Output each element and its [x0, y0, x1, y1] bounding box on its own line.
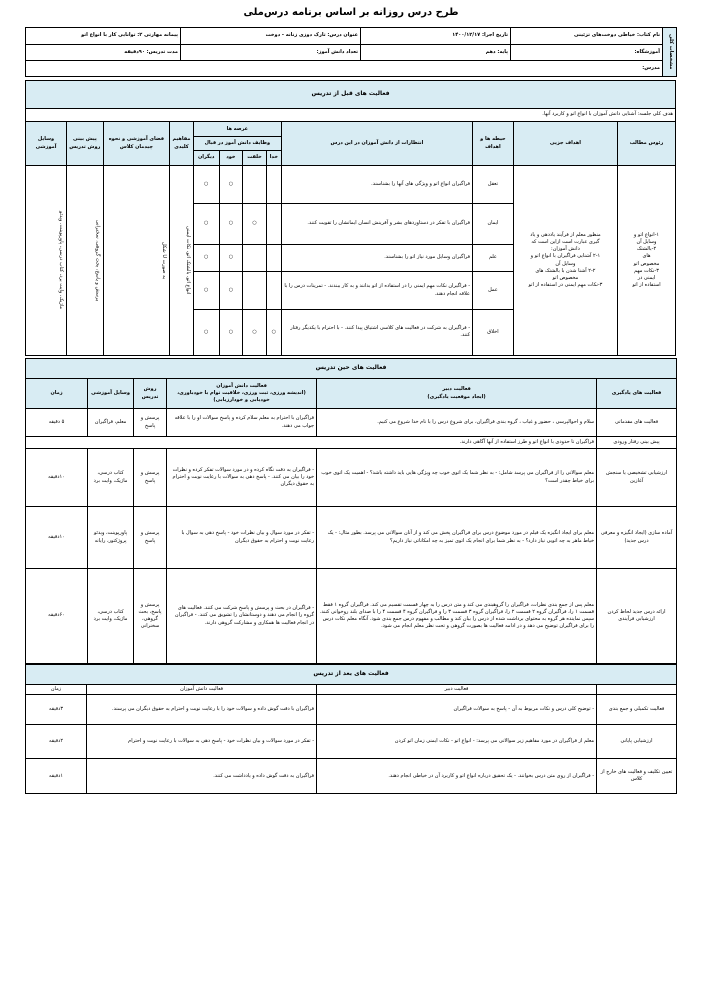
partial-goal-line: ۳-نکات مهم ایمنی در استفاده از اتو: [528, 282, 603, 289]
mark-self: ○: [219, 244, 243, 272]
book-name: نام کتاب: خیاطی دوخت‌های تزئینی: [511, 28, 663, 45]
partial-goal-line: وسایل آن: [555, 260, 576, 267]
partial-goals-cell: [513, 166, 617, 356]
activity-name: ارزشیابی تشخیصی یا سنجش آغازین: [597, 449, 677, 507]
mark-god: [266, 244, 281, 272]
mark-creation: ○: [243, 309, 267, 355]
h-student-activity: فعالیت دانش آموزان: [87, 685, 317, 695]
h-domains: حیطه ها و اهداف: [473, 122, 514, 166]
teacher-activity: - فراگیران از روی متن درس بخوانند. - یک تحقیق درباره انواع اتو و کاربرد آن در خیاطی انجام دهند.: [317, 759, 597, 794]
session-goal: هدف کلی جلسه: آشنایی دانش آموزان با انواع اتو و کاربرد آنها.: [26, 108, 676, 122]
h-others: دیگران: [193, 151, 219, 166]
activity-time: ۱۰دقیقه: [26, 449, 88, 507]
expectation-cell: فراگیران انواع اتو و ویژگی های آنها را بشناسند.: [281, 166, 472, 204]
partial-goal-line: گیری عبارت است ازاین است که: [531, 238, 600, 245]
h-method: روش تدریس: [134, 379, 167, 409]
mark-creation: [243, 244, 267, 272]
student-activity: فراگیران با دقت گوش داده و سوالات خود را با رعایت نوبت و احترام به حقوق دیگران می پرسند.: [87, 695, 317, 725]
student-activity: - فراگیران به دقت نگاه کرده و در مورد سوالات تفکر کرده و نظرات خود را بیان می کنند. - پاسخ دهی به سوالات با رعایت نوبت و احترام به حقوق دیگران: [167, 449, 317, 507]
h-space: فضای آموزشی و نحوه چیدمان کلاس: [103, 122, 170, 166]
h-method: پیش بینی روش تدریس: [67, 122, 104, 166]
teacher-name: مدرس:: [26, 61, 663, 77]
teaching-method: پرسش و پاسخ: [134, 449, 167, 507]
activity-time: ۱دقیقه: [26, 759, 87, 794]
activity-name: فعالیت های مقدماتی: [597, 409, 677, 437]
post-section-title: فعالیت های بعد از تدریس: [26, 665, 677, 685]
activity-name: تعیین تکلیف و فعالیت های خارج از کلاس: [597, 759, 677, 794]
execution-date: تاریخ اجرا: ۱۴۰۰/۱۲/۱۷: [361, 28, 511, 45]
during-teaching-table: [25, 358, 677, 664]
mark-self: ○: [219, 203, 243, 244]
blank-header: [597, 685, 677, 695]
titles-cell: [618, 166, 676, 356]
domain-cell: تعقل: [473, 166, 514, 204]
mark-others: ○: [193, 272, 219, 310]
title-line: ۱-انواع اتو و: [633, 231, 660, 238]
mark-others: ○: [193, 309, 219, 355]
activity-time: ۳دقیقه: [26, 695, 87, 725]
activity-name: فعالیت تکمیلی و جمع بندی: [597, 695, 677, 725]
activity-name: پیش بینی رفتار ورودی: [597, 437, 677, 449]
mark-others: ○: [193, 166, 219, 204]
mark-others: ○: [193, 203, 219, 244]
mark-self: ○: [219, 272, 243, 310]
h-concepts: مفاهیم کلیدی: [170, 122, 194, 166]
expectation-cell: فراگیران وسایل مورد نیاز اتو را بشناسند.: [281, 244, 472, 272]
activity-time: ۱۰دقیقه: [26, 507, 88, 569]
general-specs-table: [25, 27, 677, 77]
student-activity: - تفکر در مورد سوال و بیان نظرات خود - پاسخ دهی به سوال با رعایت نوبت و احترام به حقوق دیگران: [167, 507, 317, 569]
student-activity: فراگیران به دقت گوش داده و یادداشت می کنند.: [87, 759, 317, 794]
h-tools: وسایل آموزشی: [26, 122, 67, 166]
activity-name: آماده سازی (ایجاد انگیزه و معرفی درس جدید): [597, 507, 677, 569]
h-creation: خلقت: [243, 151, 267, 166]
title-line: استفاده از اتو: [632, 282, 661, 289]
activity-name: ارزشیابی پایانی: [597, 725, 677, 759]
partial-goal-line: منظور معلم از فرآیند یاددهی و یاد: [530, 231, 601, 238]
concepts-cell: انواع اتو، بالشتک اتو، نکات ایمنی: [170, 166, 194, 356]
skill-module: پیمانه مهارتی ۲: توانایی کار با انواع اتو: [26, 28, 181, 45]
teacher-activity: معلم سوالاتی را از فراگیران می پرسد شامل: - به نظر شما یک اتوی خوب چه ویژگی هایی باید داشته باشد؟ - اهمیت یک اتوی خوب برای خیاط چقدر است؟: [317, 449, 597, 507]
page-title: طرح درس روزانه بر اساس برنامه درس‌ملی: [243, 7, 459, 18]
teaching-method: پرسش و پاسخ: [134, 409, 167, 437]
student-activity: فراگیران با احترام به معلم سلام کرده و پاسخ سوالات او را با علاقه جواب می دهند.: [167, 409, 317, 437]
mark-god: ○: [266, 309, 281, 355]
teaching-method: پرسش و پاسخ: [134, 507, 167, 569]
student-count: تعداد دانش آموز:: [181, 45, 361, 61]
h-duties: وظایف دانش آموز در قبال: [193, 137, 281, 151]
space-cell: به صورت U شکل: [103, 166, 170, 356]
expectation-cell: - فراگیران نکات مهم ایمنی را در استفاده از اتو بدانند و به کار ببندند. - تمرینات درس را با علاقه انجام دهند.: [281, 272, 472, 310]
mark-god: [266, 272, 281, 310]
pre-section-title: فعالیت های قبل از تدریس: [26, 81, 676, 109]
teacher-activity: معلم برای ایجاد انگیزه یک فیلم در مورد موضوع درس برای فراگیران پخش می کند و از آنان سوالاتی می پرسد. بطور مثال: - یک خیاط ماهر به چه اتویی نیاز دارد؟ - به نظر شما برای انجام یک اتوی تمیز به چه امکاناتی نیاز داریم؟: [317, 507, 597, 569]
teaching-tools: معلم، فراگیران: [88, 409, 134, 437]
partial-goal-line: ۲-۲ آشنا شدن با بالشتک های: [535, 267, 596, 274]
teacher-activity: - توضیح کلی درس و نکات مربوط به آن - پاسخ به سوالات فراگیران: [317, 695, 597, 725]
teaching-tools: کتاب درسی، ماژیک، وایت برد: [88, 569, 134, 664]
teacher-activity: سلام و احوالپرسی ، حضور و غیاب ، گروه بندی فراگیران، برای شروع درس را با نام خدا شروع می کنیم.: [317, 409, 597, 437]
lesson-title: عنوان درس: تارک دوزی زنانه - دوخت: [181, 28, 361, 45]
domain-cell: اخلاق: [473, 309, 514, 355]
method-cell: پرسش و پاسخ، بحث گروهی، سخنرانی: [67, 166, 104, 356]
teaching-duration: مدت تدریس: ۹۰دقیقه: [26, 45, 181, 61]
mark-self: ○: [219, 309, 243, 355]
h-expectations: انتظارات از دانش آموزان در این درس: [281, 122, 472, 166]
teacher-activity: فراگیران تا حدودی با انواع اتو و طرز استفاده از آنها آگاهی دارند.: [26, 437, 597, 449]
pre-teaching-table: [25, 80, 676, 356]
teacher-activity: معلم از فراگیران در مورد مفاهیم زیر سوالاتی می پرسد: - انواع اتو - نکات ایمنی زمان اتو کردن: [317, 725, 597, 759]
during-section-title: فعالیت های حین تدریس: [26, 359, 677, 379]
h-titles: رئوس مطالب: [618, 122, 676, 166]
mark-self: ○: [219, 166, 243, 204]
expectation-cell: فراگیران با تفکر در دستاوردهای بشر و آفرینش انسان ایمانشان را تقویت کنند.: [281, 203, 472, 244]
domain-cell: ایمان: [473, 203, 514, 244]
partial-goal-line: ۲-۱ آشنایی فراگیران با انواع اتو و: [530, 253, 601, 260]
h-teacher-activity: فعالیت دبیر: [317, 685, 597, 695]
school-name: آموزشگاه:: [511, 45, 663, 61]
h-learning-activities: فعالیت های یادگیری: [597, 379, 677, 409]
h-self: خود: [219, 151, 243, 166]
teaching-tools: کتاب درسی، ماژیک، وایت برد: [88, 449, 134, 507]
activity-time: ۶۰دقیقه: [26, 569, 88, 664]
activity-name: ارائه درس جدید لحاظ کردن ارزشیابی فرآیندی: [597, 569, 677, 664]
h-areas: عرصه ها: [193, 122, 281, 137]
partial-goal-line: مخصوص اتو: [552, 275, 579, 281]
mark-creation: [243, 166, 267, 204]
teacher-activity: معلم پس از جمع بندی نظرات، فراگیران را گروهبندی می کند و متن درس را به چهار قسمت تقسیم می کند. فراگیران گروه ۱ فقط قسمت ۱ را، فراگیران گروه ۲ قسمت ۲ را، فراگیران گروه ۳ قسمت ۳ را و فراگیران گروه ۴ قسمت ۴ را با صدای بلند روخوانی کنند. سپس نماینده هر گروه به محتوای برداشت شده از درس را بیان کند و مطالب و مفهوم درس جمع بندی شود. آنگاه معلم نکات درس را برای فراگیران توضیح می دهد و در ادامه فعالیت ها بصورت گروهی و تحت نظر معلم انجام می شود.: [317, 569, 597, 664]
h-partial-goals: اهداف جزیی: [513, 122, 617, 166]
h-time: زمان: [26, 379, 88, 409]
domain-cell: علم: [473, 244, 514, 272]
activity-time: ۲دقیقه: [26, 725, 87, 759]
activity-time: ۵ دقیقه: [26, 409, 88, 437]
h-student-activity: فعالیت دانش آموزان (اندیشه ورزی، ثبت ورزی، خلاقیت توام با خودباوری، خودیابی و خودارزیابی): [167, 379, 317, 409]
teaching-method: پرسش و پاسخ، بحث گروهی، سخنرانی: [134, 569, 167, 664]
title-line: ۳-نکات مهم: [634, 267, 659, 274]
student-activity: - تفکر در مورد سوالات و بیان نظرات خود - پاسخ دهی به سوالات با رعایت نوبت و احترام: [87, 725, 317, 759]
title-line: ۲-بالشتک: [636, 246, 657, 252]
h-god: خدا: [266, 151, 281, 166]
mark-creation: [243, 272, 267, 310]
title-line: ایمنی در: [637, 275, 656, 281]
h-teacher-activity: فعالیت دبیر (ایجاد موقعیت یادگیری): [317, 379, 597, 409]
mark-god: [266, 166, 281, 204]
teaching-tools: پاورپوینت، ویدئو پروژکتور، رایانه: [88, 507, 134, 569]
partial-goal-line: دانش آموزان:: [551, 246, 580, 252]
mark-god: [266, 203, 281, 244]
mark-others: ○: [193, 244, 219, 272]
grade: پایه: دهم: [361, 45, 511, 61]
expectation-cell: - فراگیران به شرکت در فعالیت های کلاسی اشتیاق پیدا کنند. - با احترام با یکدیگر رفتار کنند.: [281, 309, 472, 355]
post-teaching-table: [25, 664, 677, 794]
title-line: های: [642, 253, 651, 260]
title-line: وسایل آن: [636, 238, 657, 245]
title-line: مخصوص اتو: [633, 260, 660, 267]
specs-label-cell: مشخصات کلی: [663, 28, 677, 77]
h-tools: وسایل آموزشی: [88, 379, 134, 409]
tools-cell: ماژیک، وایت برد، کتاب درسی، پاورپوینت، ویدئو: [26, 166, 67, 356]
mark-creation: ○: [243, 203, 267, 244]
h-time: زمان: [26, 685, 87, 695]
domain-cell: عمل: [473, 272, 514, 310]
student-activity: - فراگیران در بحث و پرسش و پاسخ شرکت می کنند. فعالیت های گروه را انجام می دهند و دوستانشان را تشویق می کنند. - فراگیران در انجام فعالیت ها همکاری و مشارکت گروهی دارند.: [167, 569, 317, 664]
